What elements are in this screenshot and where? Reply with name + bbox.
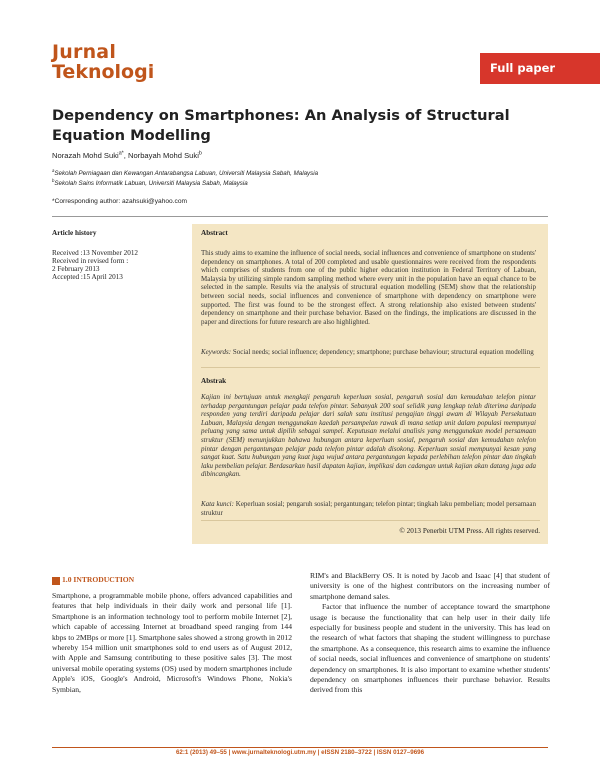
author-1: Norazah Mohd Suki bbox=[52, 151, 119, 160]
full-paper-badge: Full paper bbox=[480, 53, 600, 84]
body-column-right bbox=[310, 571, 550, 696]
paragraph: Factor that influence the number of acceptance toward the smartphone usage is because the functionality that can help user in their daily life especially for business people and student in the university. This has lead on the research of what factors that shaping the student willingness to purchase the smartphone. As a consequence, this research aims to examine the influence of social needs, social influences and convenience of smartphone on students' dependency on smartphones. It is also important to examine whether students' dependency on smartphones influences their purchase behavior. Results derived from this bbox=[310, 602, 550, 695]
section-heading: 1.0 INTRODUCTION bbox=[62, 575, 135, 584]
body-column-left bbox=[52, 591, 292, 695]
copyright: © 2013 Penerbit UTM Press. All rights reserved. bbox=[399, 527, 540, 535]
journal-name-line1: Jurnal bbox=[52, 41, 117, 63]
affiliation-b: $^b$Sekolah Sains Informatik Labuan, Universiti Malaysia Sabah, Malaysia bbox=[52, 177, 248, 187]
author-2: Norbayah Mohd Suki bbox=[127, 151, 199, 160]
abstrak-heading: Abstrak bbox=[201, 377, 227, 385]
paragraph: Smartphone, a programmable mobile phone, offers advanced capabilities and features that help individuals in their daily work and personal life [1]. Smartphone is an information technology tool to perform mobile Internet [2], which capable of accessing Internet at broadband speed ranging from 144 kbps to 2MBps or more [1]. Smartphone sales showed a strong growth in 2012 whereby 154 million unit smartphones sold to end users as of August 2012, with Apple and Samsung contributing to these positive sales [3]. The most universal mobile operating systems (OS) used by modern smartphones include Apple's iOS, Google's Android, Microsoft's Windows Phone, Nokia's Symbian, bbox=[52, 591, 292, 694]
abstract-divider bbox=[201, 367, 540, 368]
abstract-text: This study aims to examine the influence of social needs, social influences and convenience of smartphone on students' dependency on smartphones. A total of 200 completed and usable questionnaires were received from the respondents which comprises of students from one of the public higher education institution in Federal Territory of Labuan, Malaysia by utilizing simple random sampling method where every unit in the population have an equal chance to be selected in the sample. Results via the analysis of structural equation modelling (SEM) show that the relationship between social needs, social influences and convenience of smartphone with dependency on smartphone were supported. The first was found to be the strongest effect. A strong relationship also existed between students' dependency on smartphone and their purchase behavior. Based on the findings, the implications are discussed in the paper and directions for future research are also highlighted. bbox=[201, 249, 536, 326]
history-line: Received :13 November 2012 bbox=[52, 249, 139, 257]
abstrak-keywords: Kata kunci: Keperluan sosial; pengaruh sosial; pergantungan; telefon pintar; tingkah laku pembelian; model persamaan struktur bbox=[201, 500, 537, 517]
affiliation-a: $^a$Sekolah Perniagaan dan Kewangan Antarabangsa Labuan, Universiti Malaysia Sabah, Malaysia bbox=[52, 167, 319, 177]
journal-logo bbox=[52, 42, 154, 83]
history-line: Accepted :15 April 2013 bbox=[52, 273, 123, 281]
journal-name-line2: Teknologi bbox=[52, 61, 155, 83]
footer: 62:1 (2013) 49–55 | www.jurnalteknologi.utm.my | eISSN 2180–3722 | ISSN 0127–9696 bbox=[175, 749, 425, 756]
abstract-keywords: Keywords: Social needs; social influence; dependency; smartphone; purchase behaviour; structural equation modelling bbox=[201, 348, 534, 356]
author-2-sup: b bbox=[198, 150, 202, 157]
author-list bbox=[52, 151, 202, 160]
footer-divider bbox=[52, 747, 548, 748]
section-marker bbox=[52, 577, 60, 585]
corresponding-author: *Corresponding author: azahsuki@yahoo.com bbox=[52, 198, 187, 205]
article-history-heading: Article history bbox=[52, 229, 97, 237]
paper-title: Dependency on Smartphones: An Analysis of Structural Equation Modelling bbox=[52, 107, 510, 144]
header-divider bbox=[52, 216, 548, 217]
author-1-sup: a* bbox=[118, 150, 124, 157]
history-line: Received in revised form : bbox=[52, 257, 129, 265]
abstrak-text: Kajian ini bertujuan untuk mengkaji pengaruh keperluan sosial, pengaruh sosial dan kemudahan telefon pintar terhadap pergantungan pelajar pada telefon pintar. Sebanyak 200 soal selidik yang lengkap telah diterima daripada responden yang terdiri daripada pelajar dari salah satu institusi pengajian tinggi awam di Wilayah Persekutuan Labuan, Malaysia dengan menggunakan kaedah persampelan rawak di mana setiap unit dalam populasi mempunyai peluang yang sama untuk dipilih sebagai sampel. Keputusan melalui analisis yang menggunakan model persamaan struktur (SEM) menunjukkan bahawa hubungan antara keperluan sosial, pengaruh sosial dan kemudahan telefon pintar dengan pergantungan pelajar pada telefon pintar adalah disokong. Keperluan sosial mempunyai kesan yang sangat kuat. Satu hubungan yang kuat juga wujud antara pergantungan kepada perlebihan telefon pintar dan tingkah laku pembelian pelajar. Berdasarkan hasil dapatan kajian, implikasi dan cadangan untuk kajian akan datang juga ada dibincangkan. bbox=[201, 393, 536, 479]
author-separator: , bbox=[123, 151, 128, 160]
paragraph: RIM's and BlackBerry OS. It is noted by Jacob and Isaac [4] that student of university is one of the highest contributors on the increasing number of smartphone demand sales. bbox=[310, 571, 550, 601]
abstract-heading: Abstract bbox=[201, 229, 228, 237]
history-line: 2 February 2013 bbox=[52, 265, 100, 273]
abstrak-divider bbox=[201, 520, 540, 521]
